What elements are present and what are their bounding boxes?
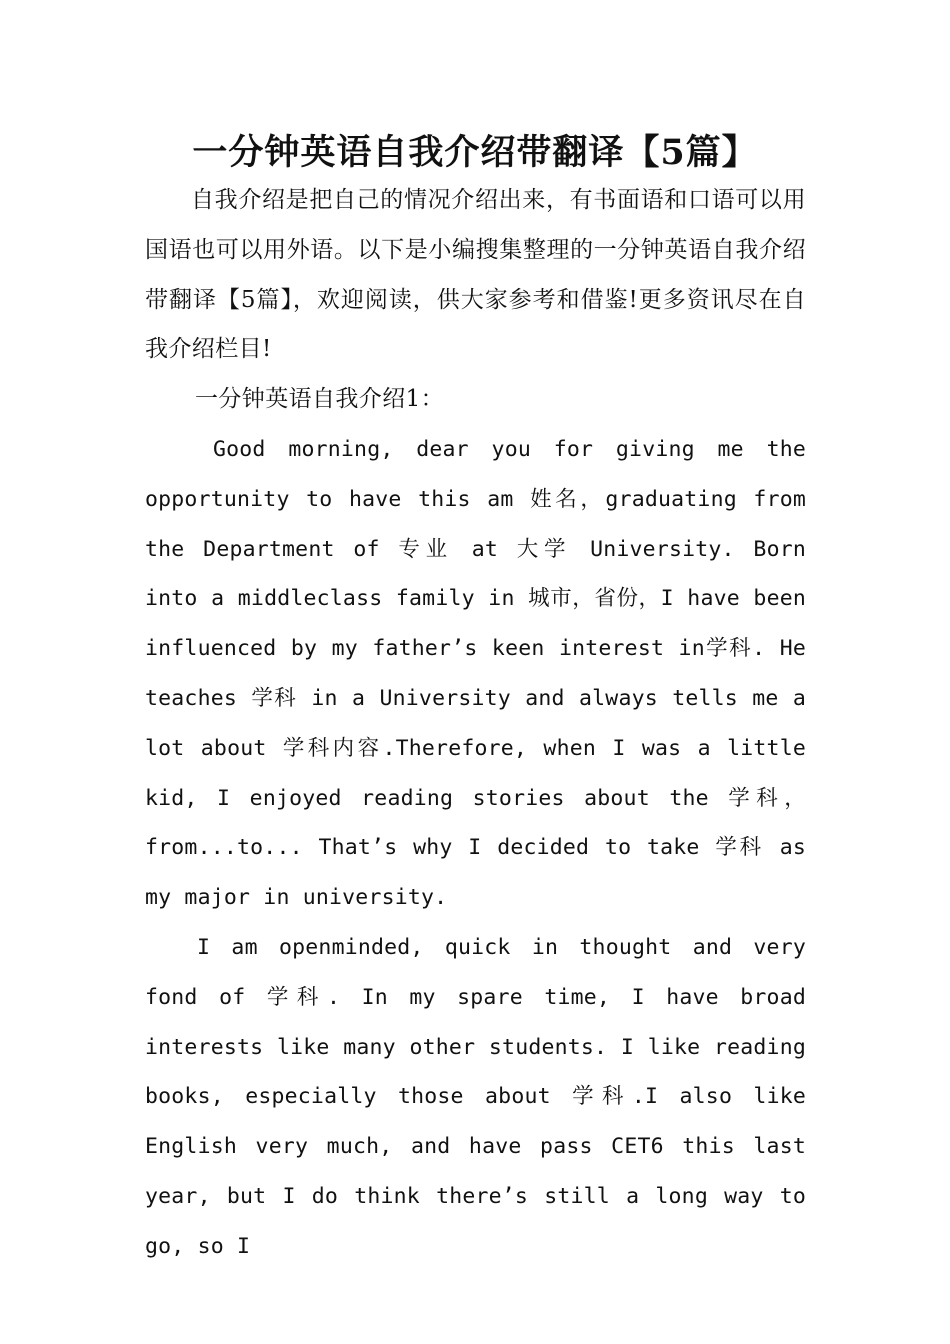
document-body	[145, 176, 806, 1272]
body-paragraph-2: I am openminded, quick in thought and very fond of 学科. In my spare time, I have broad interests like many other students. I like reading books, especially those about 学科.I also like English very much, and have pass CET6 this last year, but I do think there’s still a long way to go, so I	[145, 934, 806, 1259]
body-paragraph-1: Good morning, dear you for giving me the opportunity to have this am 姓名，graduating from the Department of 专业 at 大学 University. Born into a middleclass family in 城市，省份，I have been influenced by my father’s keen interest in学科. He teaches 学科 in a University and always tells me a lot about 学科内容.Therefore, when I was a little kid, I enjoyed reading stories about the 学科，from...to... That’s why I decided to take 学科 as my major in university.	[145, 436, 806, 911]
section-heading: 一分钟英语自我介绍1：	[195, 386, 445, 413]
document-title: 一分钟英语自我介绍带翻译【5篇】	[192, 132, 758, 173]
intro-paragraph: 自我介绍是把自己的情况介绍出来，有书面语和口语可以用国语也可以用外语。以下是小编搜集整理的一分钟英语自我介绍带翻译【5篇】，欢迎阅读，供大家参考和借鉴!更多资讯尽在自我介绍栏目!	[145, 187, 806, 363]
